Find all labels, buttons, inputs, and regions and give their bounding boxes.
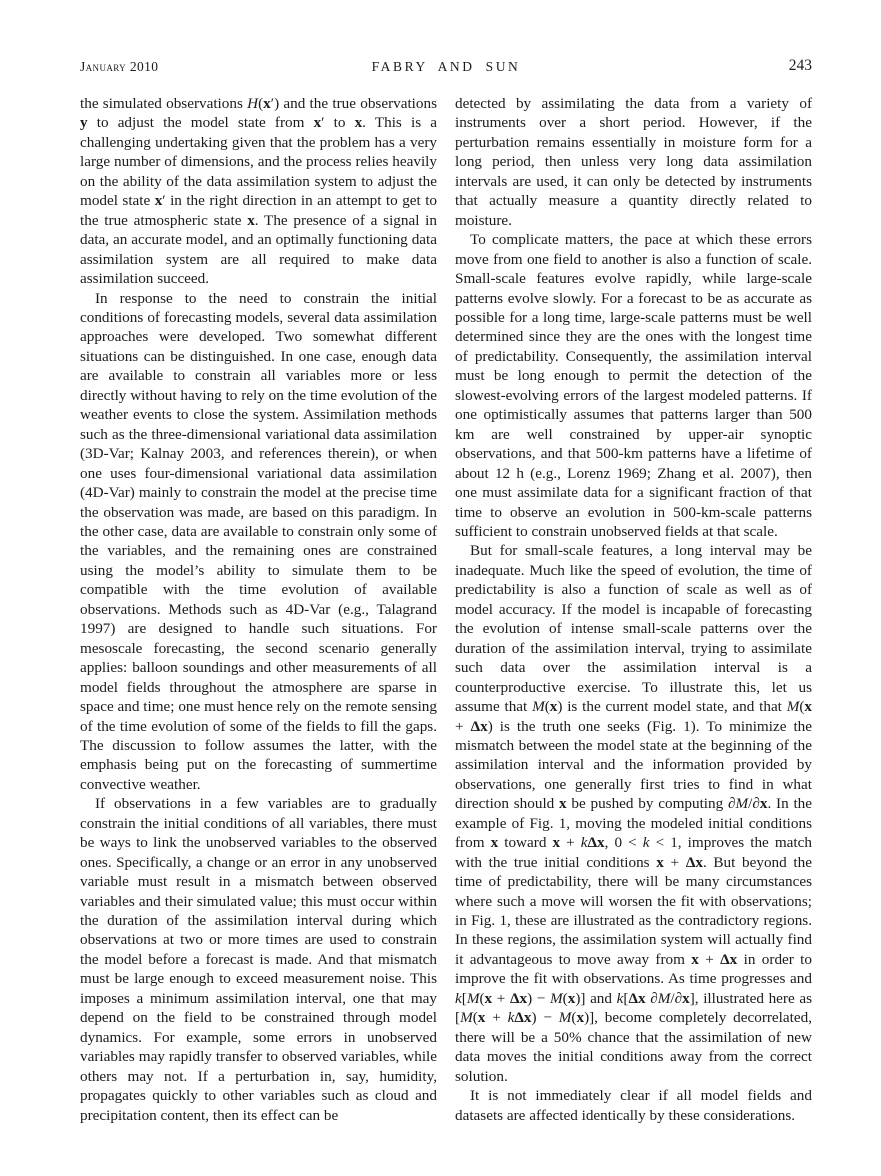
paragraph: But for small-scale features, a long interval may be inadequate. Much like the speed of evolution, the time of predictability is also a function of scale as well as of model accuracy. If the model is incapable of forecasting the evolution of intense small-scale patterns over the duration of the assimilation interval, trying to assimilate such data over the assimilation interval is a counterproductive exercise. To illustrate this, let us assume that M(x) is the current model state, and that M(x + Δx) is the truth one seeks (Fig. 1). To minimize the mismatch between the model state at the beginning of the assimilation interval and the information provided by observations, one generally first tries to find in what direction should x be pushed by computing ∂M/∂x. In the example of Fig. 1, moving the modeled initial conditions from x toward x + kΔx, 0 < k < 1, improves the match with the true initial conditions x + Δx. But beyond the time of predictability, there will be many circumstances where such a move will worsen the fit with observations; in Fig. 1, these are illustrated as the contradictory regions. In these regions, the assimilation system will actually find it advantageous to move away from x + Δx in order to improve the fit with observations. As time progresses and k[M(x + Δx) − M(x)] and k[Δx ∂M/∂x], illustrated here as [M(x + kΔx) − M(x)], become completely decorrelated, there will be a 50% chance that the assimilation of new data moves the initial conditions away from the correct solution. bbox=[455, 542, 813, 1085]
page-header bbox=[80, 59, 812, 77]
paragraph: To complicate matters, the pace at which these errors move from one field to another is also a function of scale. Small-scale features evolve rapidly, while large-scale patterns evolve slowly. For a forecast to be as accurate as possible for a long time, large-scale patterns must be well determined since they are the ones with the longest time of predictability. Consequently, the assimilation interval must be long enough to permit the detection of the slowest-evolving errors of the largest modeled patterns. If one optimistically assumes that patterns larger than 500 km are well constrained by upper-air synoptic observations, and that 500-km patterns have a lifetime of about 12 h (e.g., Lorenz 1969; Zhang et al. 2007), then one must assimilate data for a significant fraction of that time to observe an evolution in 500-km-scale patterns sufficient to constrain unobserved fields at that scale. bbox=[455, 231, 812, 540]
paragraph: In response to the need to constrain the initial conditions of forecasting models, several data assimilation approaches were developed. Two somewhat different situations can be distinguished. In one case, enough data are available to constrain all variables more or less directly without having to rely on the time evolution of the weather events to close the system. Assimilation methods such as the three-dimensional variational data assimilation (3D-Var; Kalnay 2003, and references therein), or when one uses four-dimensional variational data assimilation (4D-Var) mainly to constrain the model at the precise time the observation was made, are based on this paradigm. In the other case, data are available to constrain only some of the variables, and the remaining ones are constrained using the model’s ability to simulate them to be compatible with the time evolution of available observations. Methods such as 4D-Var (e.g., Talagrand 1997) are designed to handle such situations. For mesoscale forecasting, the second scenario generally applies: balloon soundings and other measurements of all model fields throughout the atmosphere are sparse in space and time; one must hence rely on the remote sensing of the time evolution of some of the fields to fill the gaps. The discussion to follow assumes the latter, with the emphasis being put on the forecasting of summertime convective weather. bbox=[80, 289, 437, 793]
text-columns bbox=[80, 94, 812, 1125]
paragraph: It is not immediately clear if all model fields and datasets are affected identically by these considerations. bbox=[455, 1087, 812, 1124]
left-column bbox=[80, 94, 437, 1125]
running-title: FABRY AND SUN bbox=[371, 59, 521, 74]
page-number: 243 bbox=[788, 57, 812, 74]
paragraph: detected by assimilating the data from a variety of instruments over a short period. However, if the perturbation remains essentially in moisture form for a long period, then unless very long data assimilation intervals are used, it can only be detected by instruments that actually measure a quantity directly related to moisture. bbox=[455, 95, 812, 229]
paragraph: the simulated observations H(x′) and the true observations y to adjust the model state from x′ to x. This is a challenging undertaking given that the problem has a very large number of dimensions, and the process relies heavily on the ability of the data assimilation system to adjust the model state x′ in the right direction in an attempt to get to the true atmospheric state x. The presence of a signal in data, an accurate model, and an optimally functioning data assimilation system are all required to make data assimilation succeed. bbox=[80, 95, 438, 288]
paragraph: If observations in a few variables are to gradually constrain the initial conditions of all variables, there must be ways to link the unobserved variables to the observed ones. Specifically, a change or an error in any unobserved variable must result in a mismatch between observed variables and their simulated value; this must occur within the duration of the assimilation interval during which observations at two or more times are used to constrain the model before a forecast is made. And that mismatch must be large enough to exceed measurement noise. This imposes a minimum assimilation interval, one that may depend on the field to be constrained through model dynamics. For example, some errors in unobserved variables may rapidly transfer to observed variables, while others may not. If a perturbation in, say, humidity, propagates quickly to other variables such as cloud and precipitation content, then its effect can be bbox=[80, 795, 437, 1124]
journal-date: January 2010 bbox=[80, 59, 159, 74]
right-column bbox=[455, 94, 812, 1125]
